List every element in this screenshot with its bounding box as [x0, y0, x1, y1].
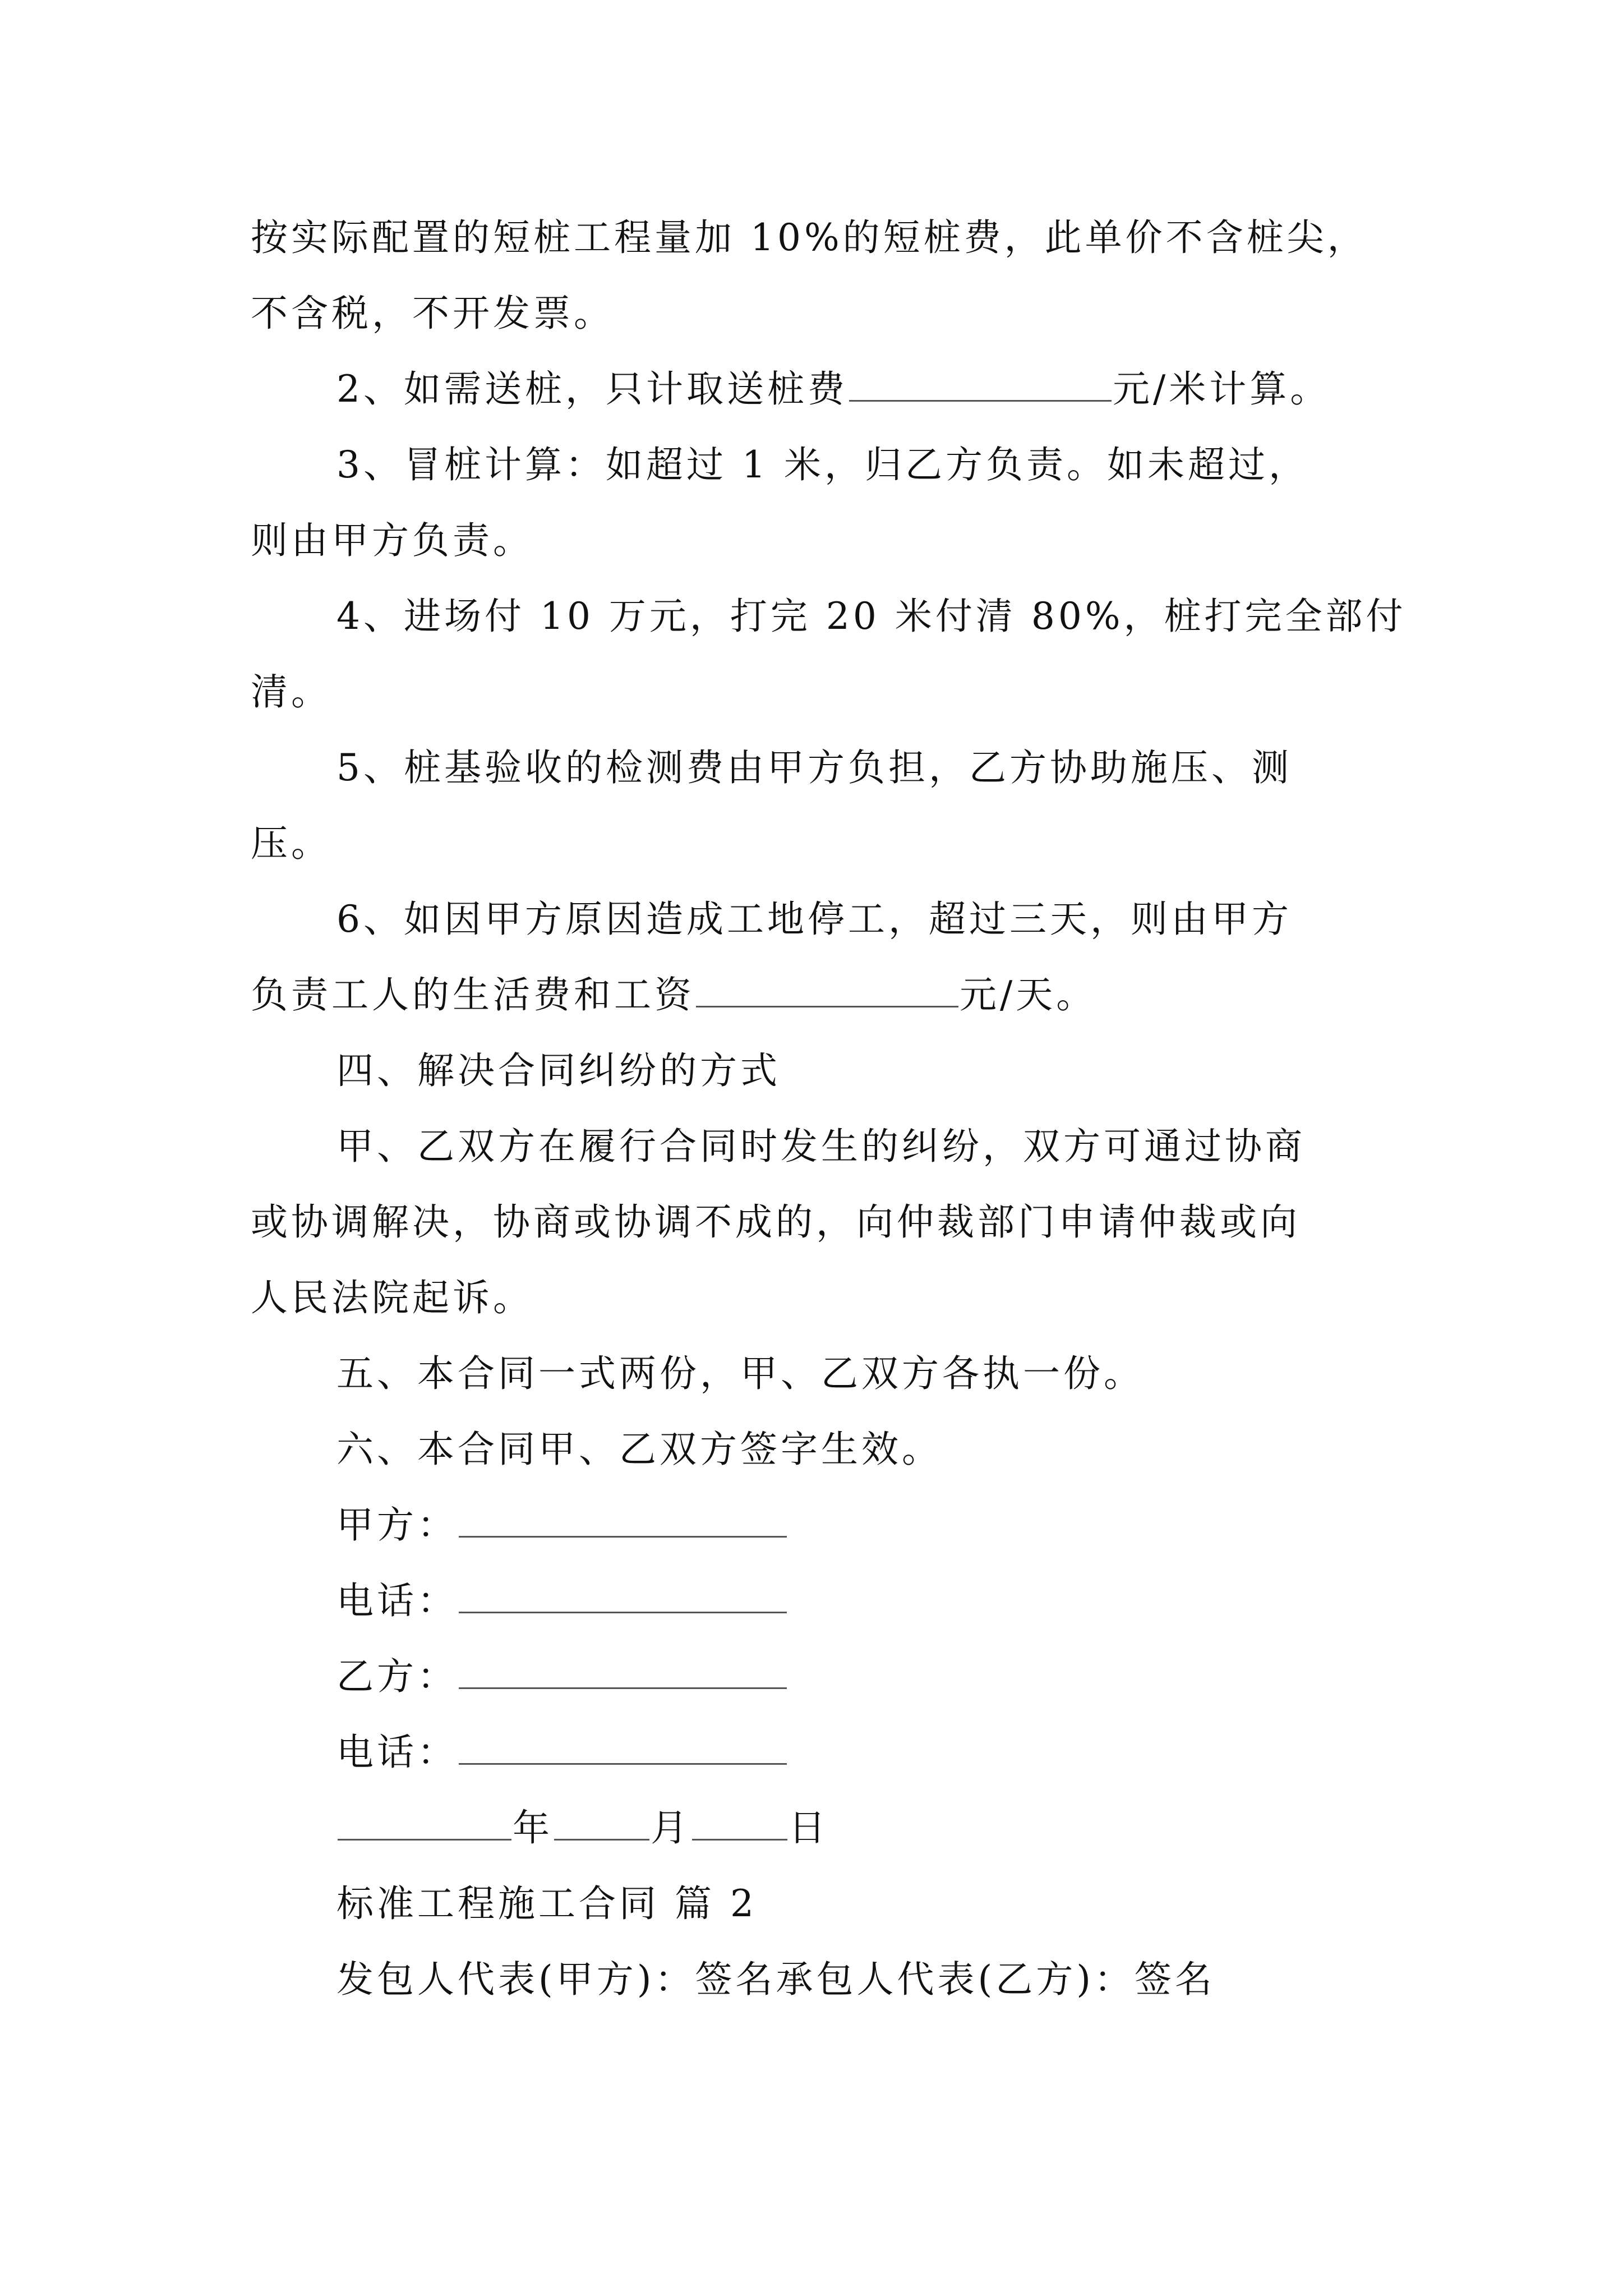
- phone-b-blank: [459, 1726, 787, 1765]
- clause-delivery-unit: 元/米计算。: [1113, 367, 1331, 411]
- month-blank: [554, 1802, 649, 1841]
- party-b-blank: [459, 1650, 787, 1689]
- text-line-pricing: 按实际配置的短桩工程量加 10%的短桩费，此单价不含桩尖，: [251, 216, 1368, 259]
- clause-inspection: 5、桩基验收的检测费由甲方负担，乙方协助施压、测: [336, 746, 1292, 789]
- signature-party-b: [336, 1650, 788, 1704]
- clause-delivery: [336, 362, 1330, 416]
- representatives-line: 发包人代表(甲方)：签名承包人代表(乙方)：签名: [336, 1958, 1215, 2001]
- day-blank: [692, 1802, 787, 1841]
- contract-title-part-2: 标准工程施工合同 篇 2: [336, 1882, 757, 1925]
- date-year-label: 年: [513, 1806, 553, 1849]
- phone-a-blank: [459, 1575, 787, 1613]
- date-month-label: 月: [651, 1806, 691, 1849]
- clause-delivery-text: 2、如需送桩，只计取送桩费: [336, 367, 848, 411]
- signature-party-b-label: 乙方：: [336, 1655, 458, 1698]
- clause-stoppage-wage-unit: 元/天。: [960, 973, 1097, 1016]
- section-copies: 五、本合同一式两份，甲、乙双方各执一份。: [336, 1352, 1144, 1395]
- text-line-dispute-2: 或协调解决，协商或协调不成的，向仲裁部门申请仲裁或向: [251, 1200, 1301, 1244]
- text-line-payment-cont: 清。: [251, 670, 331, 714]
- text-line-dispute-3: 人民法院起诉。: [251, 1276, 533, 1319]
- clause-stoppage: 6、如因甲方原因造成工地停工，超过三天，则由甲方: [336, 898, 1292, 941]
- text-line-excess-pile-cont: 则由甲方负责。: [251, 519, 533, 562]
- clause-payment: 4、进场付 10 万元，打完 20 米付清 80%，桩打完全部付: [336, 595, 1407, 638]
- wage-blank: [696, 969, 958, 1007]
- text-line-inspection-cont: 压。: [251, 822, 331, 865]
- signature-phone-a: [336, 1574, 788, 1628]
- signature-date: [336, 1801, 829, 1855]
- signature-party-a: [336, 1498, 788, 1552]
- text-line-dispute-1: 甲、乙双方在履行合同时发生的纠纷，双方可通过协商: [336, 1125, 1306, 1168]
- signature-phone-b-label: 电话：: [336, 1731, 458, 1774]
- signature-phone-a-label: 电话：: [336, 1579, 458, 1622]
- section-effective: 六、本合同甲、乙双方签字生效。: [336, 1428, 942, 1471]
- party-a-blank: [459, 1499, 787, 1538]
- clause-stoppage-wage: [251, 968, 1096, 1022]
- date-day-label: 日: [789, 1806, 829, 1849]
- clause-stoppage-wage-text: 负责工人的生活费和工资: [251, 973, 695, 1016]
- text-line-tax: 不含税，不开发票。: [251, 292, 614, 335]
- clause-excess-pile: 3、冒桩计算：如超过 1 米，归乙方负责。如未超过，: [336, 443, 1309, 486]
- signature-phone-b: [336, 1726, 788, 1779]
- section-dispute-heading: 四、解决合同纠纷的方式: [336, 1049, 781, 1092]
- delivery-fee-blank: [849, 363, 1112, 402]
- year-blank: [338, 1802, 511, 1841]
- signature-party-a-label: 甲方：: [336, 1503, 458, 1547]
